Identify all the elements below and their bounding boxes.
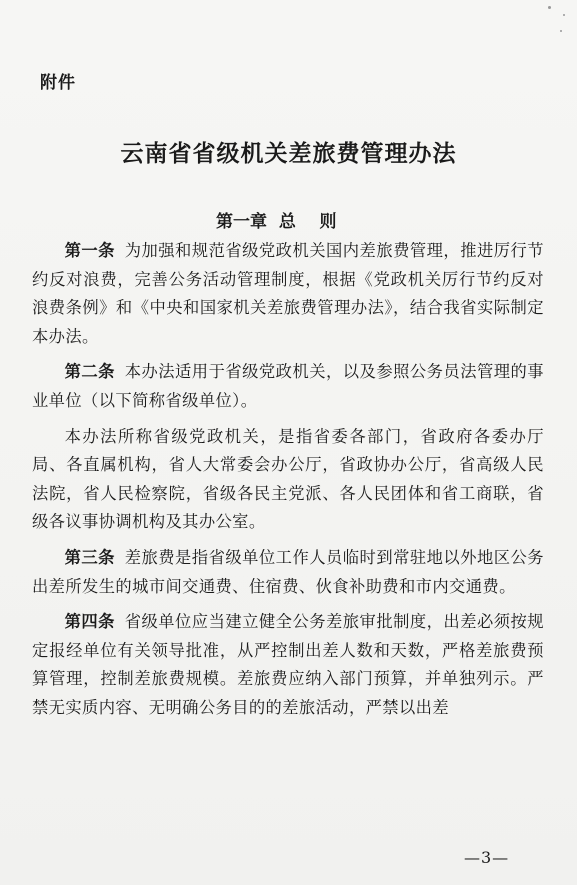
article-text: 省级单位应当建立健全公务差旅审批制度，出差必须按规定报经单位有关领导批准，从严控制出差人数和天数，严格差旅费预算管理，控制差旅费规模。差旅费应纳入部门预算，并单独列示。严禁无实质内容、无明确公务目的的差旅活动，严禁以出差 [32,612,544,717]
attachment-label: 附件 [40,73,76,93]
page-number: —3— [464,848,510,867]
article-number: 第二条 [64,362,115,382]
article-number: 第一条 [64,241,115,260]
scan-speck [563,14,565,16]
chapter-heading: 第一章 总 则 [216,212,337,232]
article-text: 差旅费是指省级单位工作人员临时到常驻地以外地区公务出差所发生的城市间交通费、住宿费、伙食补助费和市内交通费。 [32,547,544,596]
article-text: 本办法所称省级党政机关，是指省委各部门，省政府各委办厅局、各直属机构，省人大常委会办公厅，省政协办公厅，省高级人民法院，省人民检察院，省级各民主党派、各人民团体和省工商联，省级各议事协调机构及其办公室。 [32,426,544,532]
article-paragraph [32,423,544,537]
article-number: 第三条 [64,547,115,567]
scan-speck [560,30,562,32]
document-body [32,237,544,730]
article-paragraph [32,237,544,351]
article-paragraph [32,358,544,415]
article-text: 为加强和规范省级党政机关国内差旅费管理，推进厉行节约反对浪费，完善公务活动管理制度，根据《党政机关厉行节约反对浪费条例》和《中央和国家机关差旅费管理办法》，结合我省实际制定本办法。 [32,241,544,346]
article-number: 第四条 [64,612,115,632]
scan-speck [548,6,551,9]
article-text: 本办法适用于省级党政机关，以及参照公务员法管理的事业单位（以下简称省级单位）。 [32,362,544,410]
article-paragraph [32,608,544,722]
article-paragraph [32,544,544,601]
document-title: 云南省省级机关差旅费管理办法 [120,141,457,167]
